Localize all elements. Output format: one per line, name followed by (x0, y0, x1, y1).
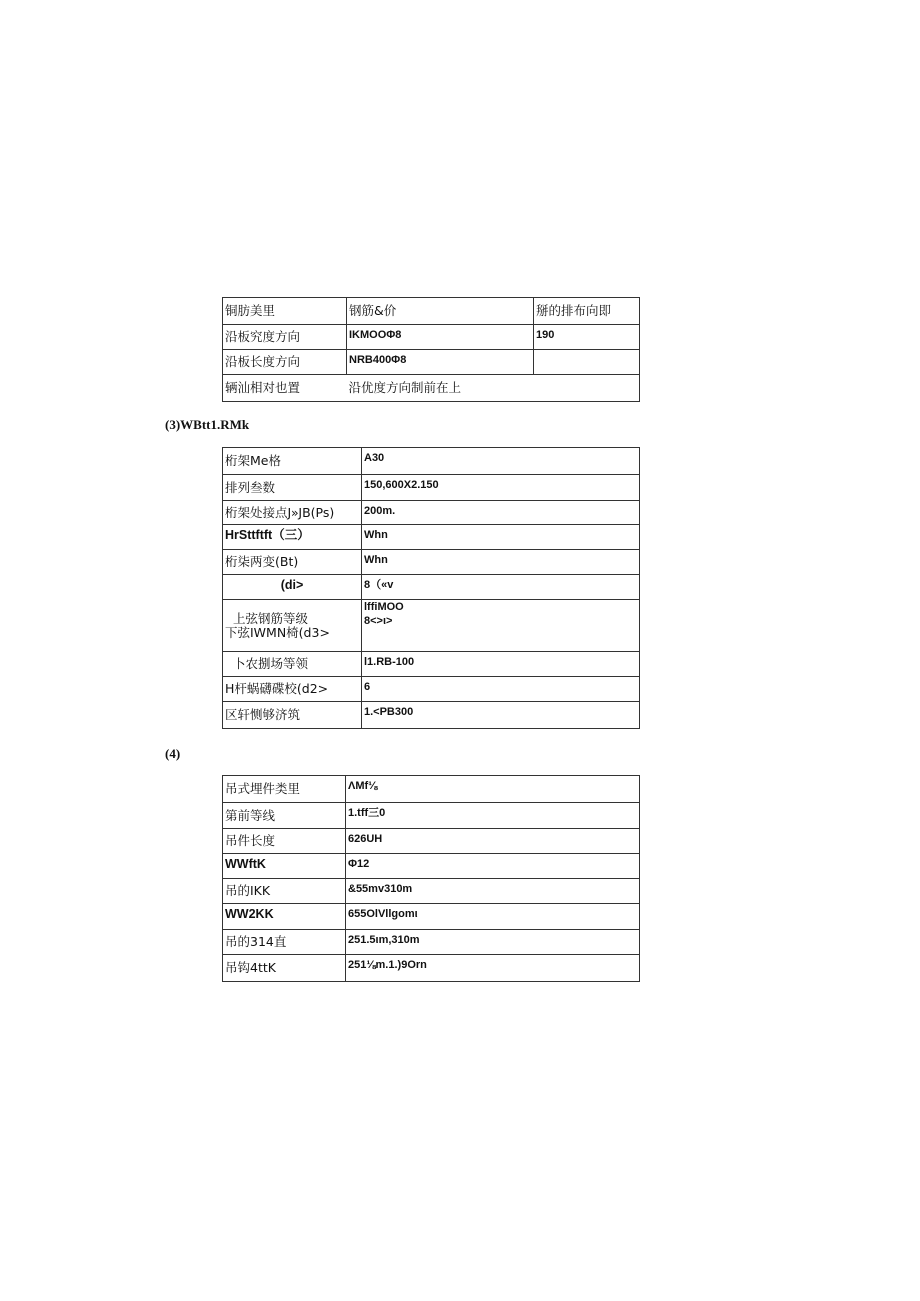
table-cell: 8（«v (362, 575, 640, 600)
table-cell: 桁架Me格 (223, 448, 362, 475)
table-row (223, 600, 640, 652)
table-cell: 排列叁数 (223, 475, 362, 501)
table-cell: 190 (534, 325, 640, 350)
table-cell: 掰的排布向即 (534, 298, 640, 325)
table-cell: 铜肪美里 (223, 298, 347, 325)
table-cell-line: 下弦IWMN椅(d3> (225, 624, 330, 640)
table-cell-line: lffiMOO (364, 601, 404, 613)
table-cell: H杆蜗礴碟校(d2> (223, 677, 362, 702)
table-cell: 626UH (346, 829, 640, 854)
table-row (223, 904, 640, 930)
table-rebar-layout (222, 297, 640, 402)
table-cell: ΛMf⅛ (346, 776, 640, 803)
table-cell-line: 8<>ι> (364, 615, 393, 627)
table-cell-line: 上弦钢筋等级 (233, 610, 309, 626)
table-row (223, 854, 640, 879)
table-row (223, 677, 640, 702)
table-row (223, 955, 640, 982)
section-heading: (4) (165, 746, 181, 761)
table-cell: l1.RB-100 (362, 652, 640, 677)
table-cell: 251.5ιm,310m (346, 930, 640, 955)
table-cell: WW2KK (223, 904, 346, 930)
table-row (223, 652, 640, 677)
table-cell: NRB400Φ8 (347, 350, 534, 375)
table-cell: 吊的314直 (223, 930, 346, 955)
table-row (223, 375, 640, 402)
table-cell (534, 350, 640, 375)
table-row (223, 501, 640, 525)
table-cell (223, 600, 362, 652)
table-lifting-parts (222, 775, 640, 982)
table-cell: 沿板究度方向 (223, 325, 347, 350)
table-row (223, 350, 640, 375)
table-row (223, 776, 640, 803)
table-cell: WWftK (223, 854, 346, 879)
table-cell: IKMOOΦ8 (347, 325, 534, 350)
table-cell: 第前等线 (223, 803, 346, 829)
table-row (223, 930, 640, 955)
table-cell: 1.tff三0 (346, 803, 640, 829)
table-cell: 200m. (362, 501, 640, 525)
table-cell: 6 (362, 677, 640, 702)
table-cell: (di> (223, 575, 362, 600)
table-row (223, 879, 640, 904)
table-cell: 1.<PB300 (362, 702, 640, 729)
table-cell: A30 (362, 448, 640, 475)
table-cell: 655OlVllgomι (346, 904, 640, 930)
table-cell: 沿优度方向制前在上 (347, 375, 640, 402)
table-cell: 沿板长度方向 (223, 350, 347, 375)
table-cell: 251⅛m.1.)9Orn (346, 955, 640, 982)
table-cell: 区轩恻够济筑 (223, 702, 362, 729)
table-cell: Whn (362, 550, 640, 575)
table-row (223, 803, 640, 829)
table-row (223, 298, 640, 325)
table-cell: 吊式埋件类里 (223, 776, 346, 803)
table-row (223, 575, 640, 600)
table-cell: 桁架处接点J»JB(Ps) (223, 501, 362, 525)
table-row (223, 702, 640, 729)
section-heading: (3)WBtt1.RMk (165, 417, 250, 432)
table-row (223, 448, 640, 475)
table-cell: Whn (362, 525, 640, 550)
table-cell: 吊的IKK (223, 879, 346, 904)
table-cell: 150,600X2.150 (362, 475, 640, 501)
table-row (223, 525, 640, 550)
table-cell: 吊钩4ttK (223, 955, 346, 982)
table-cell: HrSttftft（三） (223, 525, 362, 550)
table-row (223, 550, 640, 575)
table-cell: &55mv310m (346, 879, 640, 904)
table-cell: 桁柒两变(Bt) (223, 550, 362, 575)
table-row (223, 325, 640, 350)
table-row (223, 475, 640, 501)
table-row (223, 829, 640, 854)
table-cell (362, 600, 640, 652)
table-truss-params (222, 447, 640, 729)
table-cell: 卜农捌场等领 (223, 652, 362, 677)
table-cell: 吊件长度 (223, 829, 346, 854)
table-cell: 钢筋&价 (347, 298, 534, 325)
table-cell: Φ12 (346, 854, 640, 879)
table-cell: 辆汕相对也置 (223, 375, 347, 402)
